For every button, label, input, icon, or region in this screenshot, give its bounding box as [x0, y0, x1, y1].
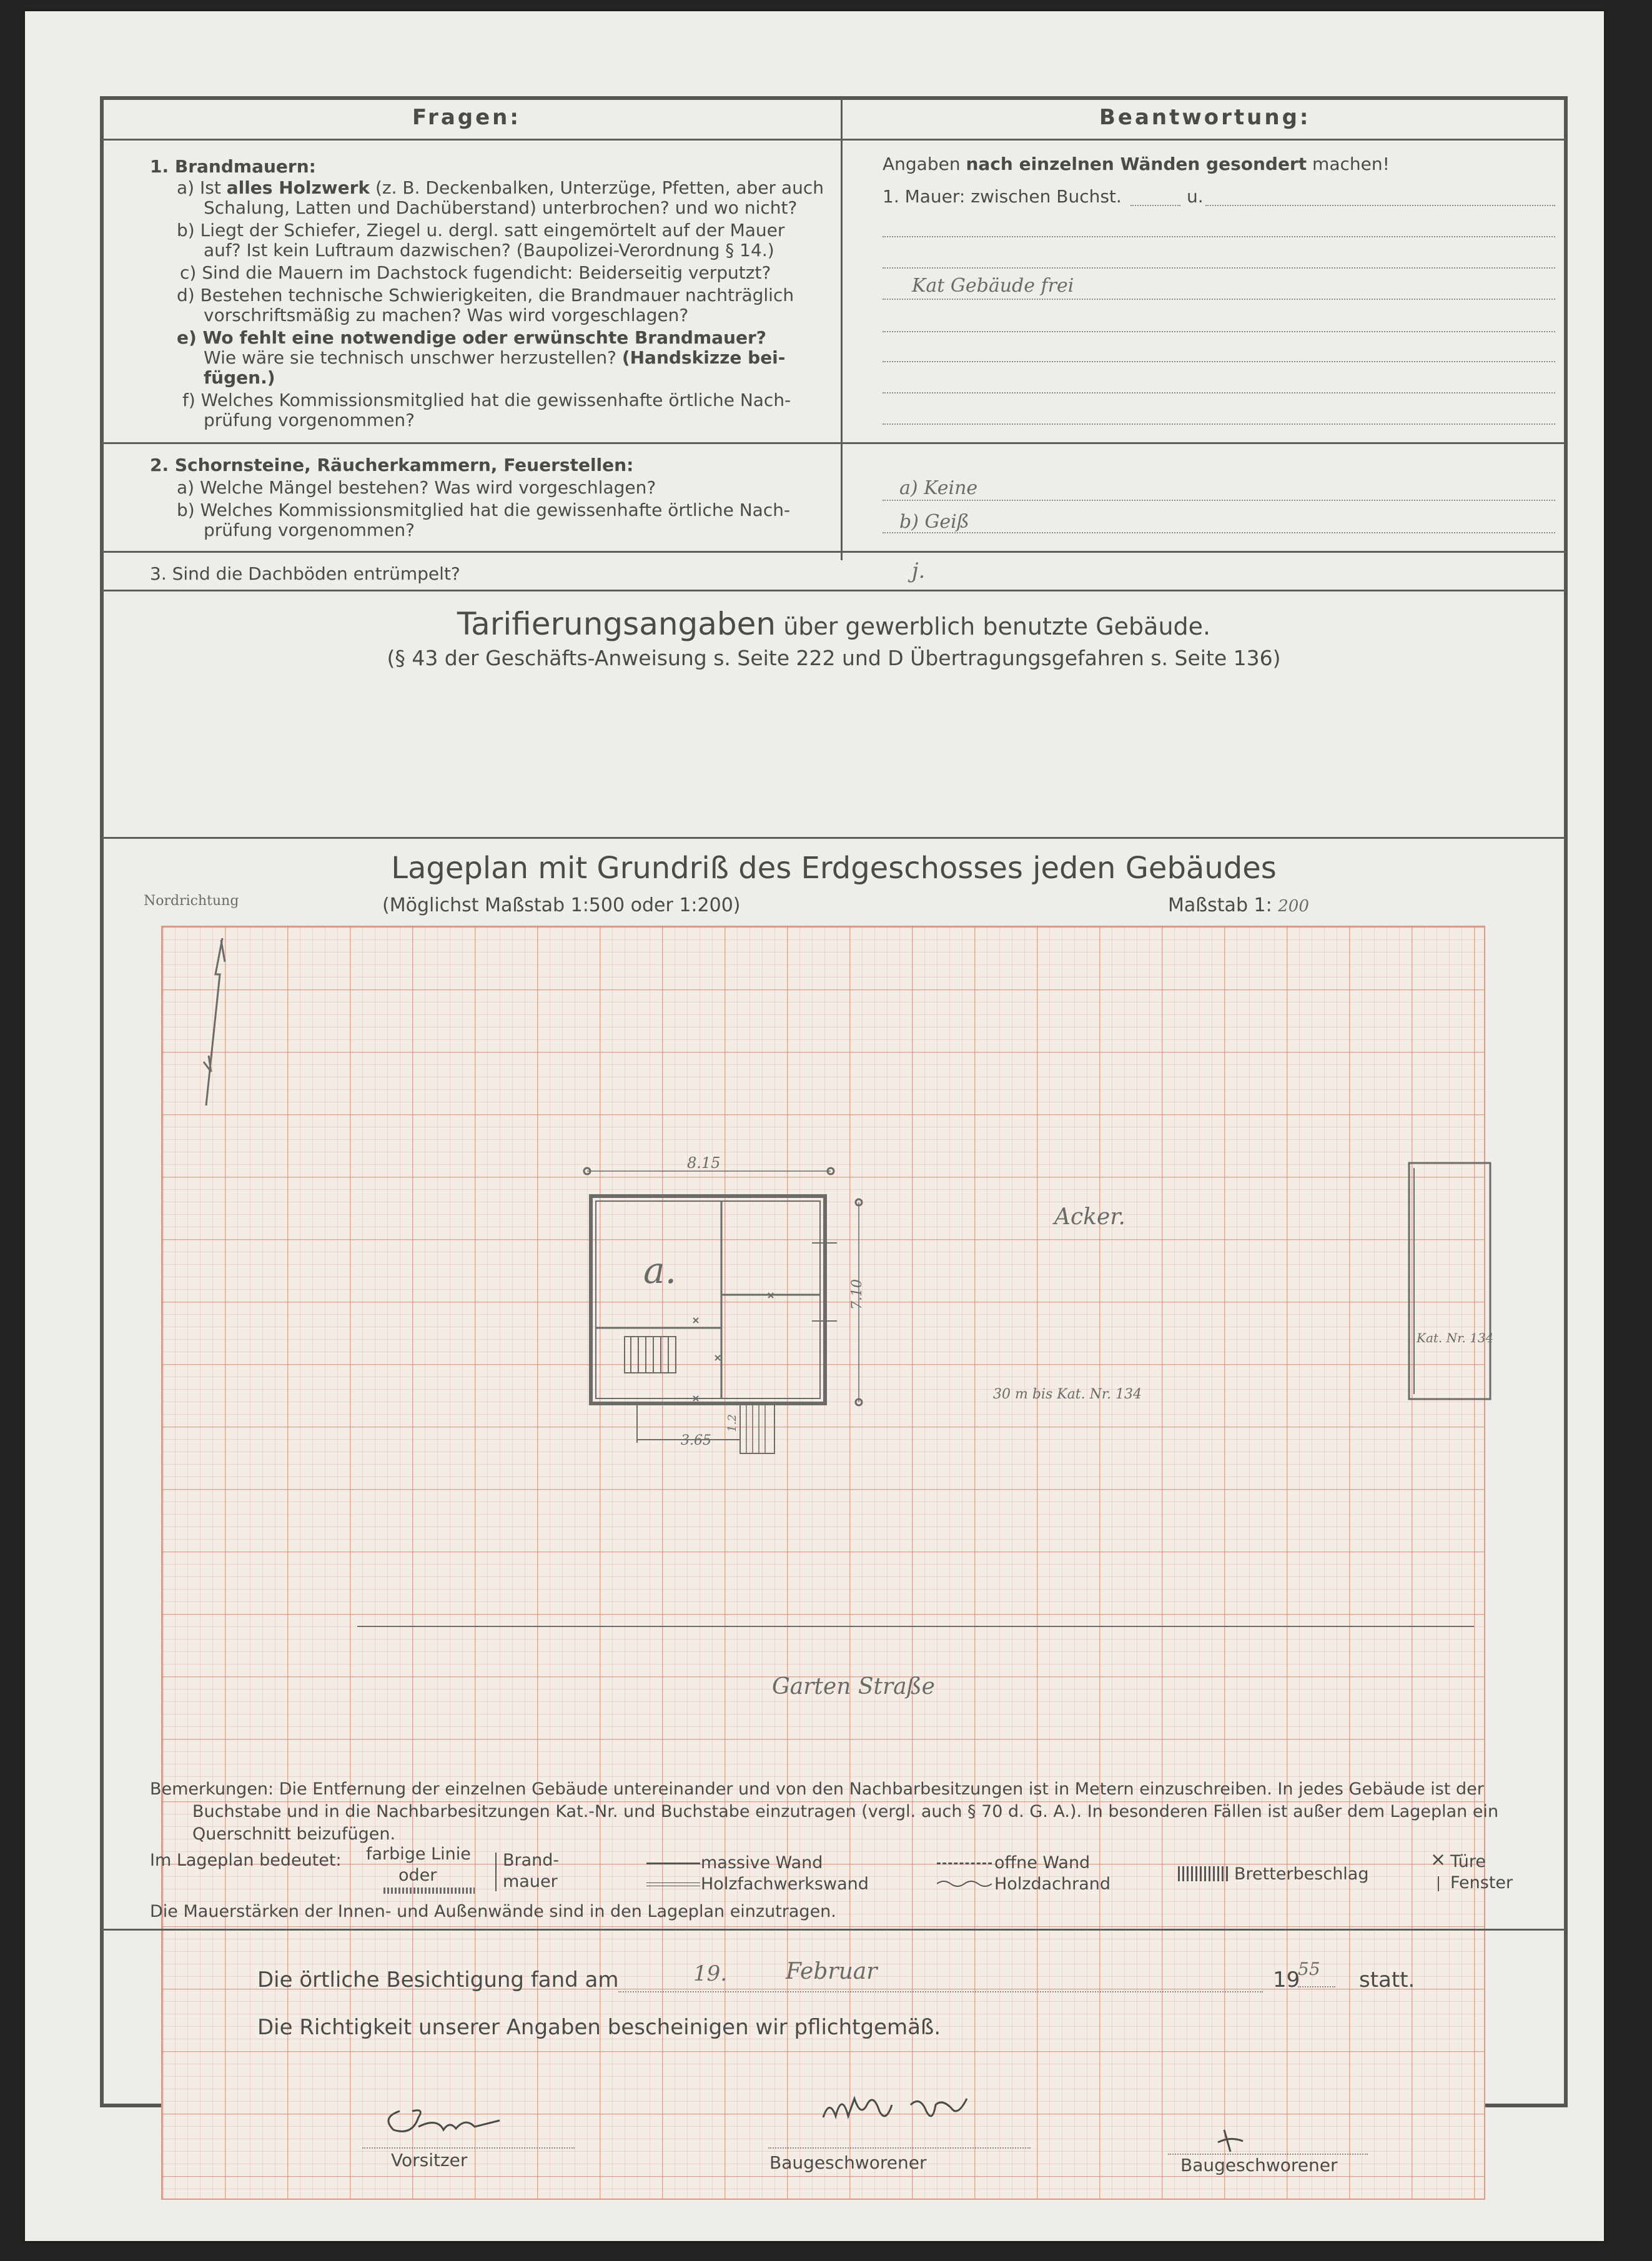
legend-colored-1: farbige Linie: [366, 1844, 471, 1864]
legend-tuere-icon: ×: [1430, 1849, 1447, 1871]
a1-instruction: Angaben nach einzelnen Wänden gesondert machen!: [883, 154, 1390, 174]
remarks-line3: Querschnitt beizufügen.: [192, 1824, 396, 1844]
q2-title: 2. Schornsteine, Räucherkammern, Feuerstellen:: [150, 455, 634, 475]
legend-tuere: Türe: [1450, 1852, 1486, 1871]
q3-text: 3. Sind die Dachböden entrümpelt?: [150, 563, 460, 584]
legend-holzdach-swatch: [937, 1879, 992, 1889]
street-label: Garten Straße: [772, 1674, 935, 1699]
legend-mauerstaerken: Die Mauerstärken der Innen- und Außenwände sind in den Lageplan einzutragen.: [150, 1902, 836, 1921]
legend-hatch-swatch: [383, 1887, 475, 1894]
legend-bretter: Bretterbeschlag: [1234, 1864, 1369, 1884]
q1-a-line2: Schalung, Latten und Dachüberstand) unterbrochen? und wo nicht?: [204, 197, 798, 218]
q1-c-line1: c) Sind die Mauern im Dachstock fugendicht: Beiderseitig verputzt?: [180, 262, 771, 283]
legend-brand-2: mauer: [503, 1872, 558, 1891]
dim-top: 8.15: [687, 1154, 721, 1172]
entrance-steps-outline: [740, 1403, 774, 1453]
statt-label: statt.: [1359, 1967, 1415, 1992]
a2-handwritten-b: b) Geiß: [899, 511, 969, 533]
answers-header: Beantwortung:: [1099, 105, 1311, 130]
q1-e-line1: e) Wo fehlt eine notwendige oder erwünschte Brandmauer?: [177, 327, 767, 348]
legend-offne: offne Wand: [994, 1853, 1091, 1873]
date-day: 19.: [693, 1961, 728, 1986]
legend-massive-swatch: [646, 1863, 700, 1864]
baugeschworener-label-1: Baugeschworener: [769, 2152, 927, 2173]
legend-brand-1: Brand-: [503, 1851, 560, 1870]
vorsitzer-label: Vorsitzer: [391, 2150, 468, 2170]
q1-b-line1: b) Liegt der Schiefer, Ziegel u. dergl. satt eingemörtelt auf der Mauer: [177, 220, 785, 240]
q1-e-line2: Wie wäre sie technisch unschwer herzustellen? (Handskizze bei-: [204, 347, 786, 368]
questions-header: Fragen:: [412, 105, 521, 130]
signature-baugeschworener-1: [817, 2080, 992, 2136]
legend-bracket: [495, 1853, 497, 1891]
row-divider: [102, 1929, 1566, 1931]
legend-colored-2: oder: [398, 1866, 437, 1885]
dim-bottom: 3.65: [681, 1433, 711, 1448]
q1-d-line2: vorschriftsmäßig zu machen? Was wird vorgeschlagen?: [204, 305, 689, 325]
scale-label: Maßstab 1: 200: [1168, 894, 1309, 916]
distance-label: 30 m bis Kat. Nr. 134: [993, 1387, 1142, 1402]
q1-a-line1: a) Ist alles Holzwerk (z. B. Deckenbalken, Unterzüge, Pfetten, aber auch: [177, 177, 824, 198]
neighbour-label: Kat. Nr. 134: [1417, 1330, 1494, 1345]
a2-handwritten-a: a) Keine: [899, 477, 978, 499]
legend-fenster: Fenster: [1450, 1873, 1513, 1892]
q1-d-line1: d) Bestehen technische Schwierigkeiten, die Brandmauer nachträglich: [177, 285, 794, 305]
dim-small: 1.2: [725, 1414, 739, 1432]
year-prefix: 19: [1273, 1967, 1300, 1992]
q1-title: 1. Brandmauern:: [150, 156, 316, 177]
q1-f-line2: prüfung vorgenommen?: [204, 410, 415, 430]
a1-handwritten: Kat Gebäude frei: [912, 275, 1074, 297]
building-letter: a.: [643, 1249, 677, 1292]
q1-f-line1: f) Welches Kommissionsmitglied hat die gewissenhafte örtliche Nach-: [182, 390, 791, 410]
signature-line-vorsitzer[interactable]: [362, 2147, 575, 2149]
legend-intro: Im Lageplan bedeutet:: [150, 1851, 342, 1870]
q1-b-line2: auf? Ist kein Luftraum dazwischen? (Baupolizei-Verordnung § 14.): [204, 240, 774, 260]
year-field[interactable]: [1298, 1986, 1335, 1987]
remarks-line1: Bemerkungen: Die Entfernung der einzelnen Gebäude untereinander und von den Nachbarbesitzungen ist in Metern einzuschreiben. In jedes Gebäude ist der: [150, 1779, 1484, 1799]
legend-offne-swatch: [937, 1863, 992, 1864]
lageplan-title: Lageplan mit Grundriß des Erdgeschosses jeden Gebäudes: [391, 851, 1277, 886]
q2-b-line1: b) Welches Kommissionsmitglied hat die gewissenhafte örtliche Nach-: [177, 500, 791, 520]
north-arrow-icon: [206, 938, 222, 1106]
q2-b-line2: prüfung vorgenommen?: [204, 520, 415, 540]
neighbour-plot-outline: [1409, 1163, 1490, 1399]
signature-line-bau1[interactable]: [768, 2147, 1031, 2149]
legend-bretter-swatch: [1178, 1866, 1230, 1881]
besichtigung-label: Die örtliche Besichtigung fand am: [257, 1967, 619, 1992]
remarks-line2: Buchstabe und in die Nachbarbesitzungen Kat.-Nr. und Buchstabe einzutragen (vergl. auch § 70 d. G. A.). In besonderen Fällen ist außer dem Lageplan ein: [192, 1802, 1499, 1821]
field-label: Acker.: [1054, 1204, 1125, 1230]
scale-hint: (Möglichst Maßstab 1:500 oder 1:200): [382, 894, 741, 916]
tarif-subtitle: (§ 43 der Geschäfts-Anweisung s. Seite 222 und D Übertragungsgefahren s. Seite 136): [387, 646, 1281, 670]
richtigkeit-label: Die Richtigkeit unserer Angaben bescheinigen wir pflichtgemäß.: [257, 2015, 941, 2040]
legend-holzfach: Holzfachwerkswand: [701, 1874, 869, 1894]
legend-fenster-icon: [1438, 1876, 1439, 1891]
a1-und-label: u.: [1187, 186, 1204, 207]
year-hand: 55: [1298, 1959, 1320, 1979]
a1-mauer-label: 1. Mauer: zwischen Buchst.: [883, 186, 1122, 207]
legend-holzfach-swatch: [646, 1883, 700, 1886]
signature-vorsitzer: [375, 2092, 525, 2149]
q2-a-line1: a) Welche Mängel bestehen? Was wird vorgeschlagen?: [177, 477, 656, 498]
legend-holzdach: Holzdachrand: [994, 1874, 1111, 1894]
legend-massive: massive Wand: [701, 1853, 823, 1873]
tarif-title: Tarifierungsangaben über gewerblich benutzte Gebäude.: [457, 606, 1211, 642]
date-field[interactable]: [618, 1991, 1263, 1992]
north-label: Nordrichtung: [144, 893, 239, 909]
date-month: Februar: [786, 1959, 878, 1984]
q1-e-line3: fügen.): [204, 367, 275, 388]
baugeschworener-label-2: Baugeschworener: [1180, 2155, 1338, 2175]
dim-side: 7.10: [849, 1279, 865, 1310]
a3-handwritten: j.: [912, 558, 926, 583]
